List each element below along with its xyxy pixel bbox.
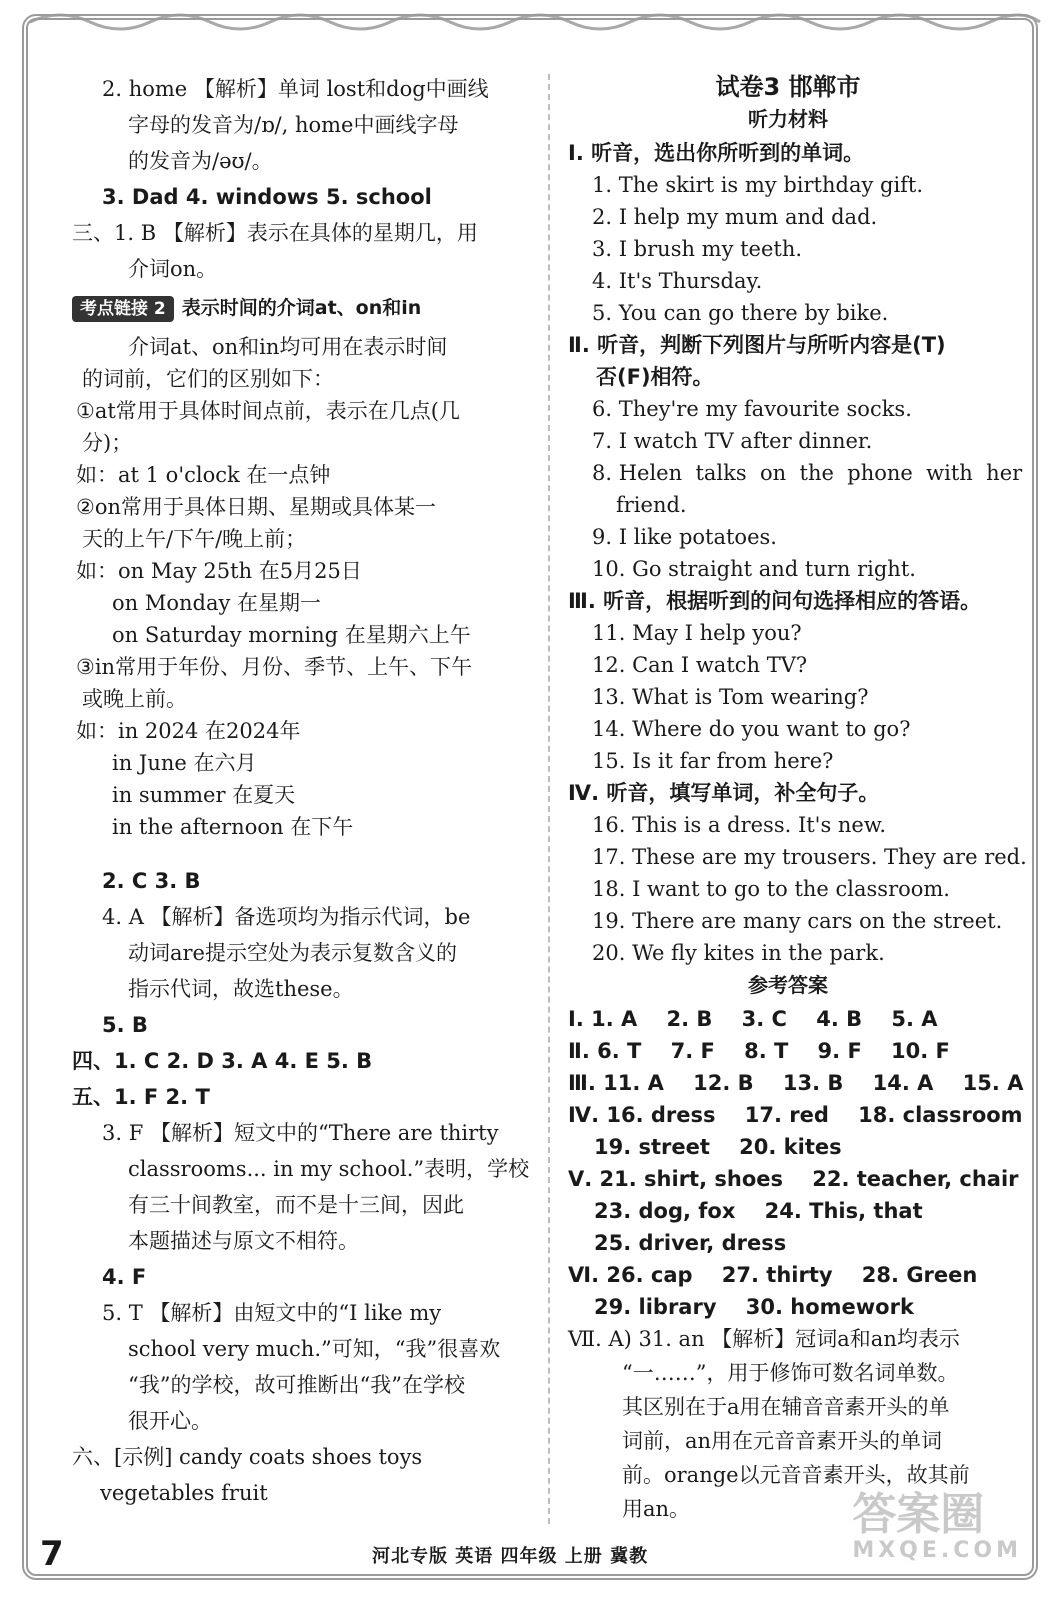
answer-line: 2. home 【解析】单词 lost和dog中画线: [102, 77, 489, 101]
answer-line: 动词are提示空处为表示复数含义的: [128, 941, 457, 965]
answer-line: 5. T 【解析】由短文中的“I like my: [102, 1301, 442, 1325]
script-line: 11. May I help you?: [592, 621, 802, 645]
script-line: 1. The skirt is my birthday gift.: [592, 173, 924, 197]
answer-line: 19. street 20. kites: [594, 1135, 842, 1159]
script-line: 5. You can go there by bike.: [592, 301, 889, 325]
column-divider: [548, 74, 550, 1524]
answer-line: classrooms... in my school.”表明，学校: [128, 1157, 530, 1181]
answer-line: 2. C 3. B: [102, 869, 201, 893]
answer-line: 5. B: [102, 1013, 148, 1037]
answer-line: Ⅱ. 6. T 7. F 8. T 9. F 10. F: [568, 1039, 950, 1063]
script-line: 16. This is a dress. It's new.: [592, 813, 887, 837]
answer-line: 介词on。: [128, 257, 218, 281]
answer-line: 三、1. B 【解析】表示在具体的星期几，用: [72, 221, 478, 245]
watermark-sub: MXQE.COM: [852, 1538, 1022, 1563]
script-line: 9. I like potatoes.: [592, 525, 777, 549]
script-line: 8. Helen talks on the phone with her: [592, 461, 1023, 485]
script-line: 14. Where do you want to go?: [592, 717, 911, 741]
watermark: [852, 1489, 1022, 1563]
question-heading: 否(F)相符。: [596, 365, 714, 389]
question-heading: Ⅲ. 听音，根据听到的问句选择相应的答语。: [568, 589, 982, 613]
note-line: ②on常用于具体日期、星期或具体某一: [76, 495, 436, 519]
answer-line: school very much.”可知，“我”很喜欢: [128, 1337, 501, 1361]
note-line: 天的上午/下午/晚上前；: [82, 527, 307, 551]
note-line: in summer 在夏天: [112, 783, 296, 807]
note-line: on Saturday morning 在星期六上午: [112, 623, 471, 647]
answer-line: 用an。: [622, 1497, 691, 1521]
note-line: in June 在六月: [112, 751, 257, 775]
script-line: 6. They're my favourite socks.: [592, 397, 912, 421]
answer-line: 4. F: [102, 1265, 147, 1289]
note-line: 如：at 1 o'clock 在一点钟: [76, 463, 331, 487]
answer-line: 词前，an用在元音音素开头的单词: [622, 1429, 943, 1453]
note-line: 如：in 2024 在2024年: [76, 719, 301, 743]
answer-line: Ⅰ. 1. A 2. B 3. C 4. B 5. A: [568, 1007, 938, 1031]
answer-line: 很开心。: [128, 1409, 212, 1433]
note-line: 或晚上前。: [82, 687, 187, 711]
script-line: 18. I want to go to the classroom.: [592, 877, 950, 901]
note-line: ①at常用于具体时间点前，表示在几点(几: [76, 399, 460, 423]
knowledge-link-badge: 考点链接 2: [72, 296, 174, 322]
answer-line: vegetables fruit: [100, 1481, 268, 1505]
answer-line: 四、1. C 2. D 3. A 4. E 5. B: [72, 1049, 373, 1073]
answer-line: 25. driver, dress: [594, 1231, 787, 1255]
answer-line: 23. dog, fox 24. This, that: [594, 1199, 923, 1223]
knowledge-link-title: 表示时间的介词at、on和in: [181, 297, 422, 319]
question-heading: Ⅳ. 听音，填写单词，补全句子。: [568, 781, 880, 805]
note-line: 的词前，它们的区别如下：: [82, 367, 334, 391]
script-line: 2. I help my mum and dad.: [592, 205, 878, 229]
script-line: 19. There are many cars on the street.: [592, 909, 1003, 933]
note-line: 如：on May 25th 在5月25日: [76, 559, 362, 583]
script-line: 4. It's Thursday.: [592, 269, 763, 293]
note-line: 介词at、on和in均可用在表示时间: [128, 335, 448, 359]
question-heading: Ⅱ. 听音，判断下列图片与所听内容是(T): [568, 333, 946, 357]
answer-line: 29. library 30. homework: [594, 1295, 914, 1319]
paper-title: 试卷3 邯郸市: [715, 73, 861, 101]
script-line: 12. Can I watch TV?: [592, 653, 808, 677]
note-line: 分)；: [82, 431, 133, 455]
page-number: 7: [40, 1534, 64, 1574]
answer-line: 3. Dad 4. windows 5. school: [102, 185, 432, 209]
script-line: friend.: [616, 493, 687, 517]
script-line: 20. We fly kites in the park.: [592, 941, 885, 965]
note-line: ③in常用于年份、月份、季节、上午、下午: [76, 655, 473, 679]
answer-line: 有三十间教室，而不是十三间，因此: [128, 1193, 464, 1217]
answer-line: 的发音为/əʊ/。: [128, 149, 273, 173]
answer-line: Ⅴ. 21. shirt, shoes 22. teacher, chair: [568, 1167, 1019, 1191]
section-heading-answers: 参考答案: [748, 973, 828, 997]
answer-line: “我”的学校，故可推断出“我”在学校: [128, 1373, 465, 1397]
knowledge-link-heading: [72, 292, 421, 323]
script-line: 15. Is it far from here?: [592, 749, 834, 773]
answer-line: 3. F 【解析】短文中的“There are thirty: [102, 1121, 499, 1145]
question-heading: Ⅰ. 听音，选出你所听到的单词。: [568, 141, 865, 165]
script-line: 10. Go straight and turn right.: [592, 557, 916, 581]
answer-line: 六、[示例] candy coats shoes toys: [72, 1445, 423, 1469]
answer-line: Ⅲ. 11. A 12. B 13. B 14. A 15. A: [568, 1071, 1024, 1095]
script-line: 7. I watch TV after dinner.: [592, 429, 873, 453]
answer-line: Ⅵ. 26. cap 27. thirty 28. Green: [568, 1263, 978, 1287]
script-line: 17. These are my trousers. They are red.: [592, 845, 1027, 869]
footer-info: 河北专版 英语 四年级 上册 冀教: [372, 1546, 649, 1567]
note-line: on Monday 在星期一: [112, 591, 322, 615]
answer-line: 指示代词，故选these。: [128, 977, 354, 1001]
answer-line: 本题描述与原文不相符。: [128, 1229, 359, 1253]
answer-line: “一……”，用于修饰可数名词单数。: [622, 1361, 959, 1385]
answer-line: 字母的发音为/ɒ/, home中画线字母: [128, 113, 459, 137]
watermark-main: 答案圈: [852, 1489, 985, 1540]
answer-line: 五、1. F 2. T: [72, 1085, 210, 1109]
answer-line: 其区别在于a用在辅音音素开头的单: [622, 1395, 950, 1419]
script-line: 13. What is Tom wearing?: [592, 685, 869, 709]
answer-line: Ⅳ. 16. dress 17. red 18. classroom: [568, 1103, 1023, 1127]
answer-line: 4. A 【解析】备选项均为指示代词，be: [102, 905, 471, 929]
answer-line: Ⅶ. A) 31. an 【解析】冠词a和an均表示: [568, 1327, 960, 1351]
note-line: in the afternoon 在下午: [112, 815, 354, 839]
section-heading-listening: 听力材料: [748, 107, 828, 131]
answer-line: 前。orange以元音音素开头，故其前: [622, 1463, 970, 1487]
script-line: 3. I brush my teeth.: [592, 237, 803, 261]
